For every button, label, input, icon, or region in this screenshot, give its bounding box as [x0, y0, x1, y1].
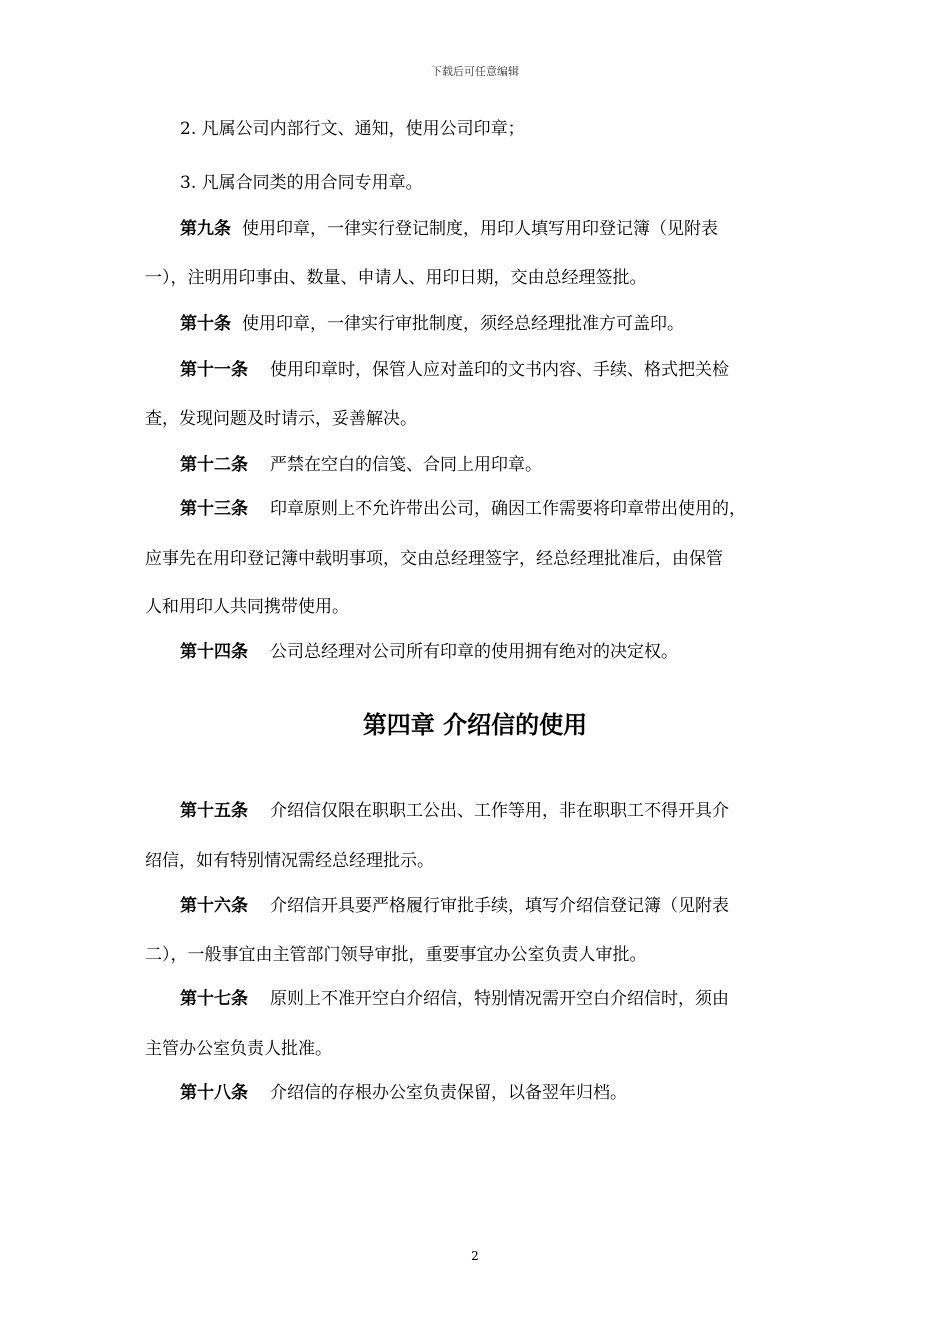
- article-text: 使用印章，一律实行审批制度，须经总经理批准方可盖印。: [242, 314, 684, 334]
- article-number: 第九条: [180, 219, 231, 239]
- article-number: 第十五条: [180, 801, 248, 821]
- article-number: 第十七条: [180, 989, 248, 1009]
- page-number: 2: [471, 1249, 479, 1263]
- chapter-title: 第四章 介绍信的使用: [362, 710, 588, 739]
- article-14: [145, 641, 678, 664]
- article-17-continued: 主管办公室负责人批准。: [145, 1039, 332, 1059]
- article-18: [145, 1082, 627, 1105]
- list-item-2: 2. 凡属公司内部行文、通知，使用公司印章；: [180, 119, 525, 139]
- list-item-3: 3. 凡属合同类的用合同专用章。: [180, 173, 423, 193]
- article-text: 介绍信开具要严格履行审批手续，填写介绍信登记簿（见附表: [270, 896, 729, 916]
- article-text: 使用印章时，保管人应对盖印的文书内容、手续、格式把关检: [270, 360, 729, 380]
- article-16: [145, 895, 729, 918]
- article-text: 原则上不准开空白介绍信，特别情况需开空白介绍信时，须由: [270, 989, 729, 1009]
- article-15: [145, 800, 729, 823]
- article-number: 第十二条: [180, 455, 248, 475]
- page-header: 下载后可任意编辑: [431, 65, 519, 78]
- article-text: 介绍信仅限在职职工公出、工作等用，非在职职工不得开具介: [270, 801, 729, 821]
- article-9: [145, 218, 718, 241]
- article-number: 第十八条: [180, 1083, 248, 1103]
- article-text: 印章原则上不允许带出公司，确因工作需要将印章带出使用的，: [270, 499, 746, 519]
- article-text: 使用印章，一律实行登记制度，用印人填写用印登记簿（见附表: [242, 219, 718, 239]
- article-13-continued: 应事先在用印登记簿中载明事项，交由总经理签字，经总经理批准后，由保管: [145, 549, 723, 569]
- article-number: 第十一条: [180, 360, 248, 380]
- article-11: [145, 359, 729, 382]
- article-11-continued: 查，发现问题及时请示，妥善解决。: [145, 409, 417, 429]
- article-text: 严禁在空白的信笺、合同上用印章。: [270, 455, 542, 475]
- article-number: 第十三条: [180, 499, 248, 519]
- article-15-continued: 绍信，如有特别情况需经总经理批示。: [145, 851, 434, 871]
- article-number: 第十条: [180, 314, 231, 334]
- article-16-continued: 二），一般事宜由主管部门领导审批，重要事宜办公室负责人审批。: [145, 945, 647, 965]
- article-text: 介绍信的存根办公室负责保留，以备翌年归档。: [270, 1083, 627, 1103]
- article-13-continued-2: 人和用印人共同携带使用。: [145, 597, 349, 617]
- article-number: 第十六条: [180, 896, 248, 916]
- article-12: [145, 454, 542, 477]
- article-17: [145, 988, 729, 1011]
- article-10: [145, 313, 684, 336]
- article-text: 公司总经理对公司所有印章的使用拥有绝对的决定权。: [270, 642, 678, 662]
- article-number: 第十四条: [180, 642, 248, 662]
- article-13: [145, 498, 746, 521]
- article-9-continued: 一），注明用印事由、数量、申请人、用印日期，交由总经理签批。: [145, 268, 647, 288]
